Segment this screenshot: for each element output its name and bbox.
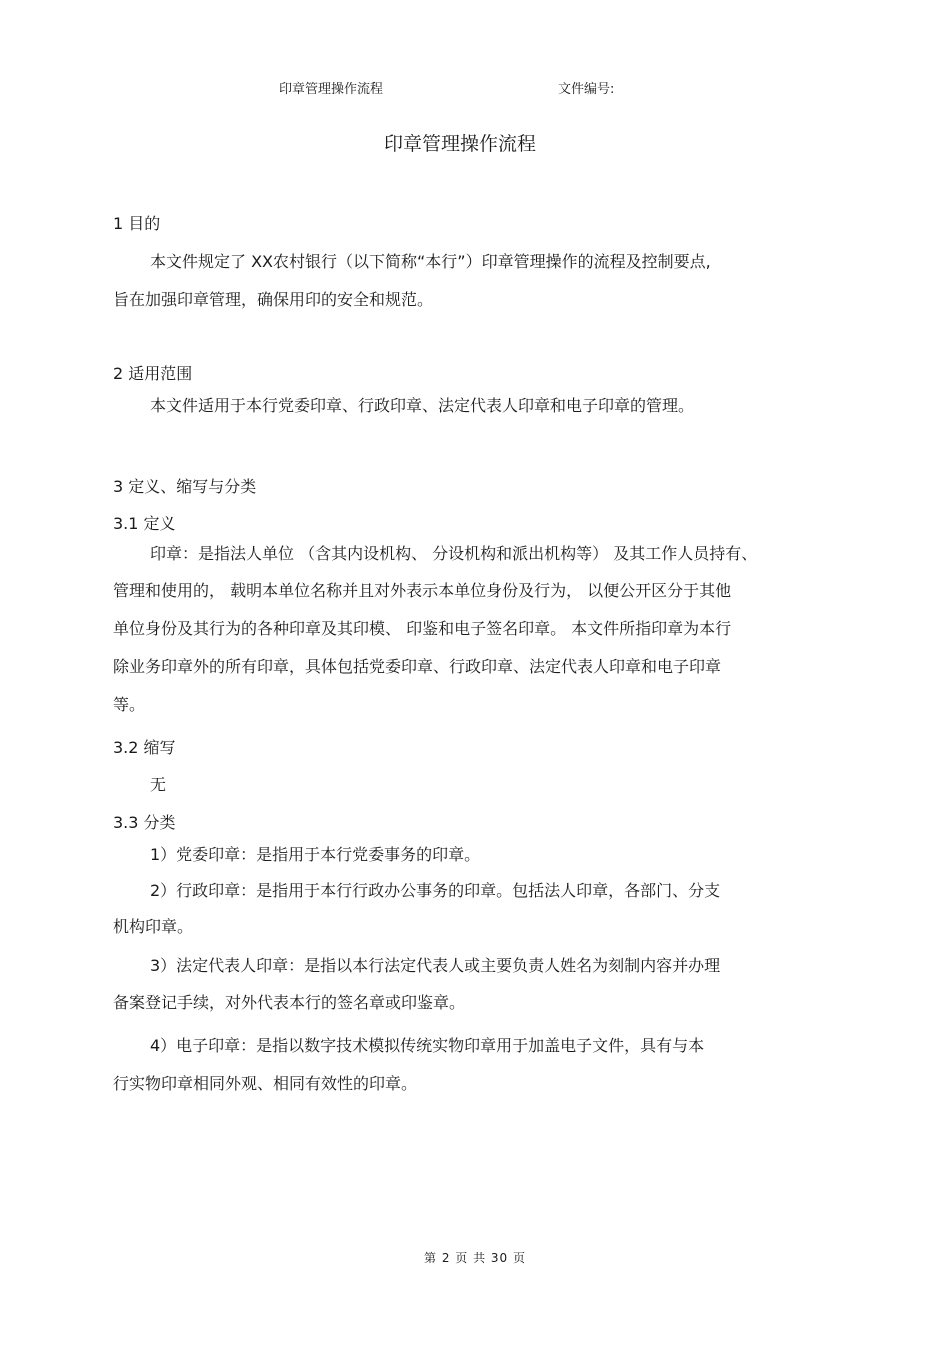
- section-3-3-line-1: 1）党委印章：是指用于本行党委事务的印章。: [150, 845, 481, 864]
- section-2-heading: 2 适用范围: [113, 364, 193, 383]
- section-3-3-line-3: 机构印章。: [113, 917, 194, 936]
- section-3-1-line-5: 等。: [113, 695, 146, 714]
- section-1-line-1: 本文件规定了 XX农村银行（以下简称“本行”）印章管理操作的流程及控制要点,: [150, 252, 711, 271]
- section-3-3-line-2: 2）行政印章：是指用于本行行政办公事务的印章。包括法人印章，各部门、分支: [150, 881, 721, 900]
- section-3-2-line-1: 无: [150, 775, 167, 794]
- section-3-1-line-3: 单位身份及其行为的各种印章及其印模、 印鉴和电子签名印章。 本文件所指印章为本行: [113, 619, 732, 638]
- document-title: 印章管理操作流程: [383, 133, 536, 155]
- section-3-heading: 3 定义、缩写与分类: [113, 477, 257, 496]
- page-header-doc-number: 文件编号:: [558, 82, 615, 97]
- section-3-1-line-4: 除业务印章外的所有印章，具体包括党委印章、行政印章、法定代表人印章和电子印章: [113, 657, 722, 676]
- section-3-1-heading: 3.1 定义: [113, 514, 176, 533]
- section-3-1-line-1: 印章：是指法人单位 （含其内设机构、 分设机构和派出机构等） 及其工作人员持有、: [150, 544, 758, 563]
- section-2-line-1: 本文件适用于本行党委印章、行政印章、法定代表人印章和电子印章的管理。: [150, 396, 695, 415]
- section-3-3-line-5: 备案登记手续，对外代表本行的签名章或印鉴章。: [113, 993, 466, 1012]
- page-footer: 第 2 页 共 30 页: [424, 1251, 526, 1265]
- section-3-2-heading: 3.2 缩写: [113, 738, 176, 757]
- section-1-line-2: 旨在加强印章管理，确保用印的安全和规范。: [113, 290, 434, 309]
- section-3-3-line-6: 4）电子印章：是指以数字技术模拟传统实物印章用于加盖电子文件，具有与本: [150, 1036, 705, 1055]
- section-3-1-line-2: 管理和使用的， 载明本单位名称并且对外表示本单位身份及行为， 以便公开区分于其他: [113, 581, 732, 600]
- section-3-3-line-4: 3）法定代表人印章：是指以本行法定代表人或主要负责人姓名为刻制内容并办理: [150, 956, 721, 975]
- section-3-3-heading: 3.3 分类: [113, 813, 176, 832]
- section-3-3-line-7: 行实物印章相同外观、相同有效性的印章。: [113, 1074, 418, 1093]
- section-1-heading: 1 目的: [113, 214, 161, 233]
- page-header-title: 印章管理操作流程: [279, 82, 384, 97]
